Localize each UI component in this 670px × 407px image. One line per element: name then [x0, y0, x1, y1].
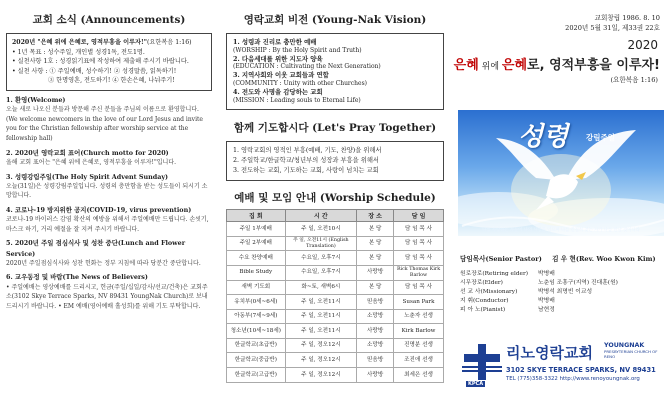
- staff-name-5: 남현정: [538, 306, 555, 313]
- schedule-leader: 담 임 목 사: [394, 251, 444, 266]
- schedule-place: 본 당: [357, 236, 394, 251]
- senior-pastor-label: 담임목사(Senior Pastor): [460, 255, 542, 263]
- schedule-row: [227, 236, 444, 251]
- schedule-place: 본 당: [357, 280, 394, 295]
- schedule-leader: 최세은 선생: [394, 368, 444, 383]
- schedule-time: 주 일, 오전11시: [285, 295, 357, 310]
- schedule-leader: 진명분 선생: [394, 338, 444, 353]
- schedule-leader: 담 임 목 사: [394, 236, 444, 251]
- motto-box-head: 2020년 "은혜 위에 은혜로, 영적부흥을 이루자!": [12, 39, 147, 46]
- schedule-table: [226, 209, 444, 383]
- schedule-title: 예배 및 모임 안내 (Worship Schedule): [234, 192, 436, 205]
- news-body-3: 오늘(31일)은 성령강림주일입니다. 성령의 충만함을 받는 성도들이 되시기 소망합니다.: [6, 182, 208, 200]
- col-header-leader: 담 임: [394, 210, 444, 222]
- vision-item-4: 4. 전도와 사명을 감당하는 교회: [233, 88, 323, 97]
- schedule-time: 주 일, 오전11시: [285, 309, 357, 324]
- staff-name-3: 박병석 최명빈 이교성: [538, 288, 593, 295]
- staff-row: [460, 297, 668, 306]
- schedule-place: 믿음방: [357, 295, 394, 310]
- staff-row: [460, 306, 668, 315]
- vision-item-1: 1. 성령과 진리로 충만한 예배: [233, 38, 317, 46]
- schedule-place: 사랑방: [357, 324, 394, 339]
- news-list: [6, 95, 212, 311]
- schedule-header-row: [227, 210, 444, 222]
- news-body-1: 오늘 새로 나오신 분들과 방문해 주신 분들을 주님의 이름으로 환영합니다. (We welcome newcomers in the love of our Lord Jesus and invite you for the Christian fellowship after worship service at the fellowship hall): [6, 106, 203, 143]
- staff-role-2: 시무장로(Elder): [460, 279, 503, 286]
- schedule-leader: 조진애 선생: [394, 353, 444, 368]
- vision-item-4-en: (MISSION : Leading souls to Eternal Life): [233, 96, 361, 104]
- motto-part-d: 로, 영적부흥을 이루자!: [527, 58, 660, 74]
- schedule-time: 수요일, 오후7시: [285, 251, 357, 266]
- schedule-leader: 담 임 목 사: [394, 222, 444, 237]
- schedule-place: 사랑방: [357, 265, 394, 280]
- schedule-time: 주 일, 정오12시: [285, 368, 357, 383]
- staff-role-1: 원로장로(Retiring elder): [460, 271, 529, 277]
- church-name: 리노영락교회: [506, 344, 593, 362]
- schedule-meeting: 유치부(0세~6세): [227, 295, 286, 310]
- schedule-row: [227, 251, 444, 266]
- schedule-leader: Rick Thomas Kirk Barlow: [394, 265, 444, 280]
- pentecost-title: 성령: [518, 122, 569, 152]
- motto-year: 2020: [627, 38, 658, 53]
- motto-part-b: 위에: [478, 62, 502, 73]
- church-english-subtitle: PRESBYTERIAN CHURCH OF RENO: [604, 349, 658, 359]
- vision-item-2-en: (EDUCATION : Cultivating the Next Generation): [233, 63, 381, 71]
- prayer-item-3: 3. 전도하는 교회, 기도하는 교회, 사랑이 넘치는 교회: [233, 167, 379, 175]
- staff-name-2: 노춘임 조흥구(지역) 진대훈(원): [538, 279, 618, 286]
- motto-heading: [452, 52, 670, 73]
- schedule-leader: 노춘자 선생: [394, 309, 444, 324]
- schedule-meeting: 아동부(7세~9세): [227, 309, 286, 324]
- news-heading-2: 2. 2020년 영락교회 표어(Church motto for 2020): [6, 148, 169, 157]
- schedule-meeting: 새벽 기도회: [227, 280, 286, 295]
- schedule-time: 주 일, 정오12시: [285, 338, 357, 353]
- prayer-box: [226, 141, 444, 181]
- schedule-meeting: 한글학교(중급반): [227, 353, 286, 368]
- schedule-place: 믿음방: [357, 353, 394, 368]
- motto-part-a: 은혜: [453, 58, 479, 74]
- news-body-4: 코로나-19 바이러스 감염 확산의 예방을 위해서 주일예배만 드립니다. 손씻기, 마스크 하기, 거리 예절을 잘 지켜 주시기 바랍니다.: [6, 216, 209, 233]
- staff-role-5: 피 아 노(Pianist): [460, 306, 506, 313]
- col-header-meeting: 집 회: [227, 210, 286, 222]
- schedule-leader: Susan Park: [394, 295, 444, 310]
- news-body-6: • 주일예배는 영상예배를 드리시고, 헌금(주일/십일/감사/선교/건축)은 교회주소(3102 Skye Terrace Sparks, NV 89431 YoungNak Church)로 보내 드리시기 바랍니다. • EM 예배(영어예배 홀성희)를 위해 기도 부탁합니다.: [6, 283, 208, 310]
- schedule-time: 주 일, 오전11시 (English Translation): [285, 236, 357, 251]
- pentecost-subtitle: 강림주일: [586, 133, 615, 142]
- staff-list: [460, 270, 668, 315]
- schedule-row: [227, 338, 444, 353]
- schedule-meeting: Bible Study: [227, 265, 286, 280]
- founded-date: 교회창립 1986. 8. 10: [594, 14, 660, 22]
- schedule-time: 주 일, 오전11시: [285, 324, 357, 339]
- motto-line-4: ③ 한명영혼, 전도하기! ④ 한손은혜, 나눠주기!: [48, 77, 175, 85]
- vision-title: 영락교회 비전 (Young-Nak Vision): [243, 14, 427, 26]
- vision-item-3-en: (COMMUNITY : Unity with other Churches): [233, 80, 367, 88]
- schedule-row: [227, 353, 444, 368]
- senior-pastor: [460, 253, 668, 263]
- schedule-row: [227, 280, 444, 295]
- schedule-time: 수요일, 오후7시: [285, 265, 357, 280]
- schedule-meeting: 수요 찬양예배: [227, 251, 286, 266]
- news-body-2: 올해 교회 표어는 "은혜 위에 은혜로, 영적부흥을 이루자!"입니다.: [6, 158, 176, 166]
- schedule-place: 본 당: [357, 222, 394, 237]
- schedule-row: [227, 324, 444, 339]
- col-header-time: 시 간: [285, 210, 357, 222]
- news-heading-5: 5. 2020년 주일 점심식사 및 성찬 중단(Lunch and Flower Service): [6, 239, 186, 258]
- schedule-place: 본 당: [357, 251, 394, 266]
- vision-schedule-column: [222, 0, 448, 407]
- news-body-5: 2020년 주일점심식사와 성찬 헌화는 정부 지침에 따라 당분간 중단합니다.: [6, 259, 201, 267]
- church-english-name: YOUNGNAK: [604, 342, 645, 349]
- issue-info: [452, 0, 670, 33]
- senior-pastor-name: 김 우 현(Rev. Woo Kwon Kim): [552, 255, 656, 263]
- schedule-place: 소망방: [357, 338, 394, 353]
- schedule-leader: Kirk Barlow: [394, 324, 444, 339]
- staff-name-4: 박병배: [538, 297, 555, 304]
- schedule-row: [227, 309, 444, 324]
- vision-item-2: 2. 다음세대를 위한 지도자 양육: [233, 54, 323, 63]
- schedule-meeting: 한글학교(고급반): [227, 368, 286, 383]
- pentecost-image: [458, 110, 664, 236]
- prayer-title: 함께 기도합시다 (Let's Pray Together): [233, 121, 437, 134]
- schedule-time: 화~토, 새벽6시: [285, 280, 357, 295]
- pentecost-caption: 나를 사랑하는 자들이 나의 사랑을 입으며 나를 간절히 찾는 자가 나를 만날 것이니라: [482, 228, 640, 233]
- staff-row: [460, 270, 668, 279]
- schedule-meeting: 주일 2부예배: [227, 236, 286, 251]
- church-address: 3102 SKYE TERRACE SPARKS, NV 89431: [506, 366, 656, 374]
- motto-box-ref: (요한복음 1:16): [146, 39, 192, 46]
- vision-box: [226, 33, 444, 110]
- schedule-meeting: 청소년(10세~18세): [227, 324, 286, 339]
- prayer-item-1: 1. 영락교회의 영적인 부흥(예배, 기도, 찬양)을 위해서: [233, 146, 382, 154]
- motto-line-1: • 1년 목표 : 성수주일, 개인별 성경1독, 전도1명.: [12, 48, 145, 56]
- schedule-place: 사랑방: [357, 368, 394, 383]
- motto-line-3: • 실천 사항 : ① 주일예배, 성수하기! ② 성경말씀, 읽독하기!: [12, 67, 177, 75]
- church-contact: TEL (775)358-3322 http://www.renoyoungnak.org: [506, 376, 640, 382]
- schedule-row: [227, 265, 444, 280]
- news-heading-4: 4. 코로나-19 방지위한 공지(COVID-19, virus prevention): [6, 205, 192, 214]
- schedule-meeting: 한글학교(초급반): [227, 338, 286, 353]
- motto-box: [6, 33, 212, 91]
- vision-item-3: 3. 지역사회와 이웃 교회들과 연합: [233, 71, 329, 80]
- news-heading-3: 3. 성령강림주일(The Holy Spirit Advent Sunday): [6, 172, 169, 181]
- announcements-column: [0, 0, 218, 407]
- staff-role-3: 선 교 사(Missionary): [460, 288, 518, 295]
- schedule-time: 주 일, 오전10시: [285, 222, 357, 237]
- news-heading-6: 6. 교우동정 및 바람(The News of Believers): [6, 273, 148, 282]
- motto-verse: (요한복음 1:16): [610, 76, 658, 85]
- staff-row: [460, 288, 668, 297]
- vision-item-1-en: (WORSHIP : By the Holy Spirit and Truth): [233, 46, 362, 54]
- col-header-place: 장 소: [357, 210, 394, 222]
- staff-role-4: 지 휘(Conductor): [460, 297, 509, 304]
- motto-part-c: 은혜: [501, 58, 528, 74]
- schedule-row: [227, 222, 444, 237]
- news-heading-1: 1. 환영(Welcome): [6, 96, 66, 105]
- staff-name-1: 박병배: [538, 271, 555, 277]
- staff-row: [460, 279, 668, 288]
- announcements-title: 교회 소식 (Announcements): [32, 14, 186, 26]
- schedule-meeting: 주일 1부예배: [227, 222, 286, 237]
- church-logo-block: [454, 340, 668, 398]
- schedule-place: 소망방: [357, 309, 394, 324]
- cross-logo-icon: [460, 342, 504, 382]
- issue-date: 2020년 5월 31일, 제33권 22호: [565, 23, 660, 32]
- schedule-leader: 담 임 목 사: [394, 280, 444, 295]
- kpca-badge: KPCA: [468, 381, 484, 387]
- schedule-row: [227, 368, 444, 383]
- prayer-item-2: 2. 주일학교/한글학교/청년부의 성장과 부흥을 위해서: [233, 157, 379, 164]
- schedule-row: [227, 295, 444, 310]
- cover-column: [452, 0, 670, 407]
- motto-line-2: • 실천사항 1호 : 성경읽기표에 작성하여 제출해 주시기 바랍니다.: [12, 58, 189, 66]
- schedule-time: 주 일, 정오12시: [285, 353, 357, 368]
